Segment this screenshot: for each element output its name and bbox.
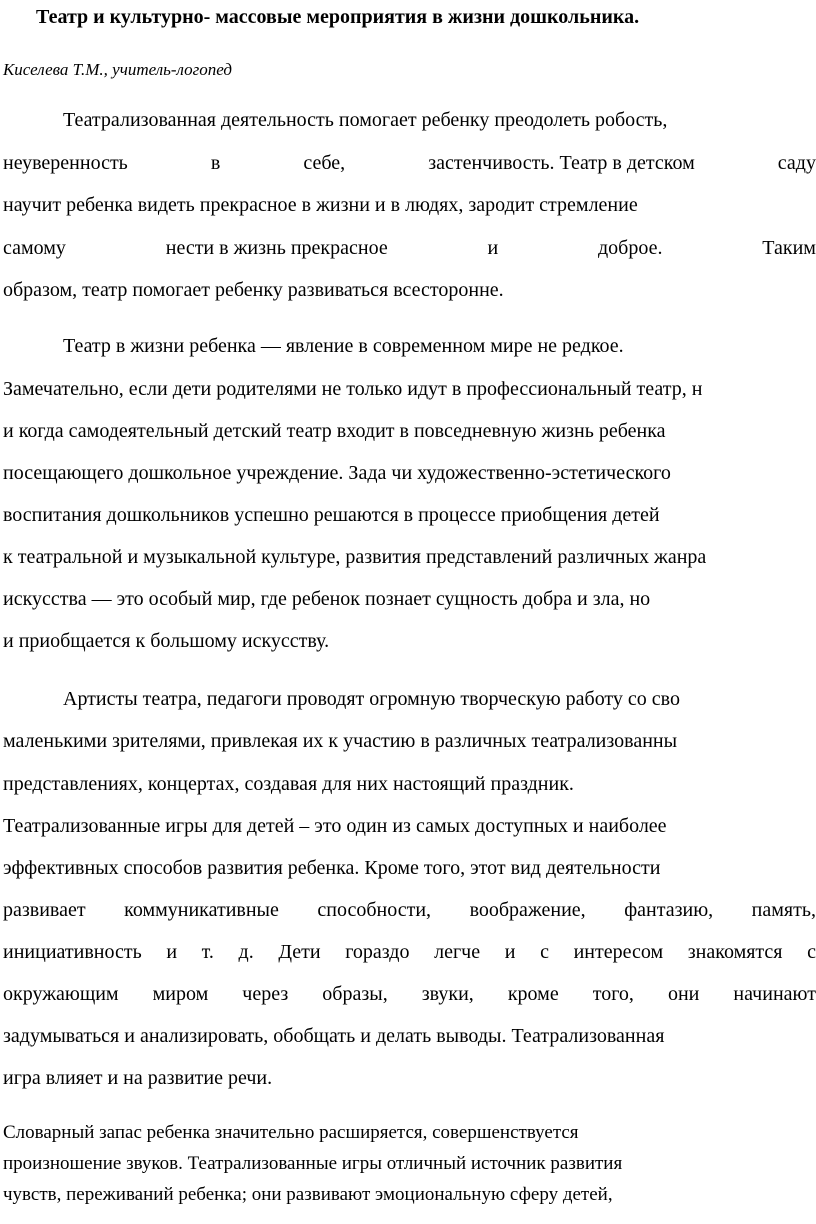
paragraph-1-line-2 (3, 152, 816, 175)
word: способности, (317, 899, 432, 921)
paragraph-3-line-3: представлениях, концертах, создавая для них настоящий праздник. (3, 773, 574, 795)
paragraph-2-line-2: Замечательно, если дети родителями не только идут в профессиональный театр, н (3, 378, 703, 400)
paragraph-2-line-8: и приобщается к большому искусству. (3, 630, 330, 652)
paragraph-2-line-3: и когда самодеятельный детский театр входит в повседневную жизнь ребенка (3, 420, 666, 442)
paragraph-2-line-5: воспитания дошкольников успешно решаются в процессе приобщения детей (3, 504, 660, 526)
word: гораздо (345, 941, 410, 963)
word: начинают (733, 983, 816, 1005)
word: память, (751, 899, 816, 921)
word: через (242, 983, 289, 1005)
word: воображение, (469, 899, 586, 921)
word: себе, (303, 152, 346, 174)
word: образы, (322, 983, 388, 1005)
document-title: Театр и культурно- массовые мероприятия в жизни дошкольника. (36, 6, 640, 28)
word: Дети (278, 941, 321, 963)
paragraph-3-line-10: игра влияет и на развитие речи. (3, 1067, 273, 1089)
word: и (166, 941, 178, 963)
word: т. (201, 941, 214, 963)
paragraph-2-line-7: искусства — это особый мир, где ребенок познает сущность добра и зла, но (3, 588, 651, 610)
paragraph-3-line-7 (3, 941, 816, 964)
paragraph-4-line-2: произношение звуков. Театрализованные игры отличный источник развития (3, 1153, 623, 1174)
word: Таким (762, 237, 816, 259)
word: застенчивость. Театр в детском (428, 152, 695, 174)
paragraph-2-line-6: к театральной и музыкальной культуре, развития представлений различных жанра (3, 546, 707, 568)
paragraph-4-line-1: Словарный запас ребенка значительно расширяется, совершенствуется (3, 1122, 579, 1143)
paragraph-4-line-3: чувств, переживаний ребенка; они развивают эмоциональную сферу детей, (3, 1184, 613, 1205)
word: с (807, 941, 816, 963)
paragraph-3-line-5: эффективных способов развития ребенка. Кроме того, этот вид деятельности (3, 857, 661, 879)
word: звуки, (421, 983, 474, 1005)
word: саду (777, 152, 816, 174)
paragraph-3-line-8 (3, 983, 816, 1006)
word: неуверенность (3, 152, 128, 174)
paragraph-3-line-9: задумываться и анализировать, обобщать и делать выводы. Театрализованная (3, 1025, 665, 1047)
word: фантазию, (624, 899, 714, 921)
author-line: Киселева Т.М., учитель-логопед (3, 60, 233, 79)
word: и (504, 941, 516, 963)
word: коммуникативные (124, 899, 279, 921)
word: развивает (3, 899, 86, 921)
word: знакомятся (687, 941, 783, 963)
word: нести в жизнь прекрасное (165, 237, 388, 259)
word: легче (434, 941, 481, 963)
paragraph-2-line-4: посещающего дошкольное учреждение. Зада чи художественно-эстетического (3, 462, 671, 484)
word: они (667, 983, 700, 1005)
word: миром (152, 983, 209, 1005)
paragraph-1-line-3: научит ребенка видеть прекрасное в жизни и в людях, зародит стремление (3, 194, 638, 216)
paragraph-1-line-1: Театрализованная деятельность помогает ребенку преодолеть робость, (63, 109, 668, 131)
paragraph-3-line-4: Театрализованные игры для детей – это один из самых доступных и наиболее (3, 815, 667, 837)
paragraph-1-line-5: образом, театр помогает ребенку развиваться всесторонне. (3, 279, 504, 301)
paragraph-3-line-1: Артисты театра, педагоги проводят огромную творческую работу со сво (63, 688, 680, 710)
paragraph-3-line-6 (3, 899, 816, 922)
paragraph-2-line-1: Театр в жизни ребенка — явление в современном мире не редкое. (63, 335, 624, 357)
paragraph-3-line-2: маленькими зрителями, привлекая их к участию в различных театрализованны (3, 730, 678, 752)
word: д. (238, 941, 254, 963)
word: кроме (507, 983, 559, 1005)
word: с (540, 941, 549, 963)
word: самому (3, 237, 66, 259)
word: того, (592, 983, 634, 1005)
word: в (210, 152, 221, 174)
word: доброе. (598, 237, 663, 259)
word: окружающим (3, 983, 119, 1005)
paragraph-1-line-4 (3, 237, 816, 260)
word: интересом (573, 941, 664, 963)
word: и (487, 237, 499, 259)
word: инициативность (3, 941, 142, 963)
